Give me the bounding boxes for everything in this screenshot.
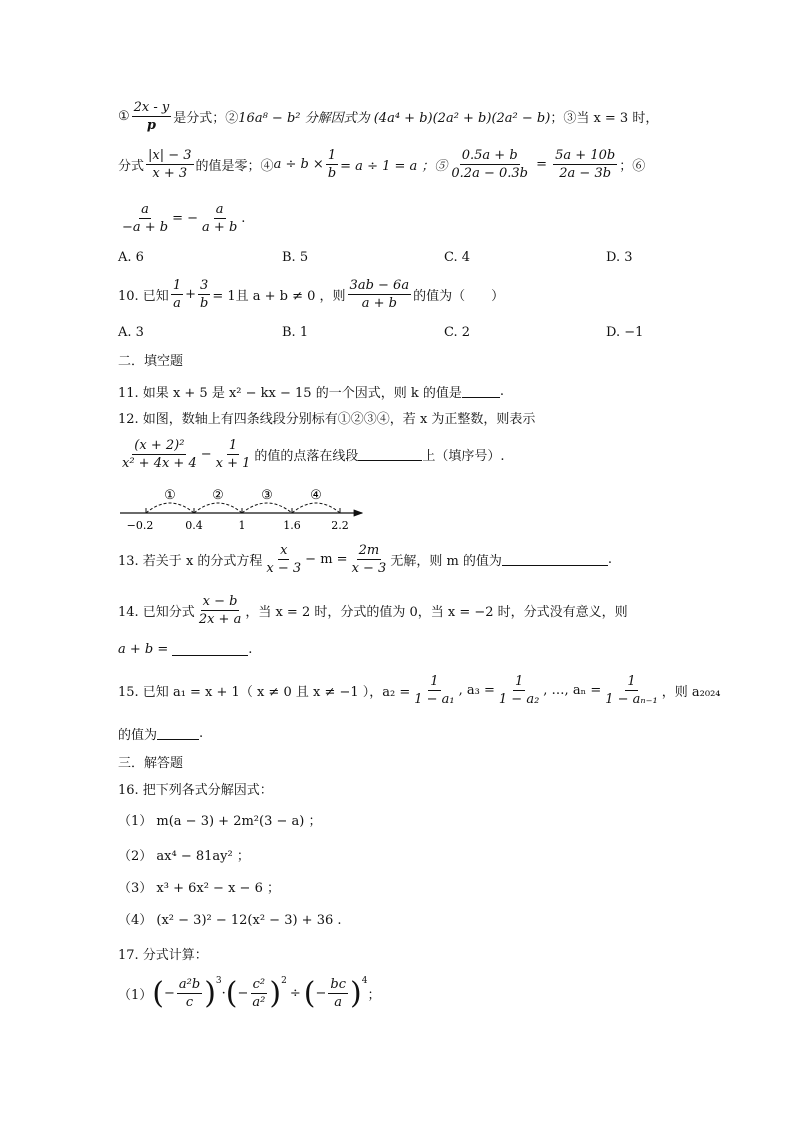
q11-answer-blank[interactable]	[462, 385, 500, 398]
q14-answer-blank[interactable]	[172, 643, 248, 656]
q11-line: 11. 如果 x + 5 是 x² − kx − 15 的一个因式，则 k 的值是 .	[118, 384, 504, 401]
q10-option-a[interactable]: A. 3	[118, 325, 144, 340]
q9-s6-left-fraction: $\frac{a}{-a + b}$	[122, 202, 169, 235]
q9-s5-left-fraction: $\frac{0.5a + b}{0.2a - 0.3b}$	[451, 148, 528, 181]
q16-item-4: （4） (x² − 3)² − 12(x² − 3) + 36 .	[118, 913, 342, 928]
q9-line2: 分式 $\frac{|x| - 3}{x + 3}$ 的值是零；④ a ÷ b × $\frac{1}{b}$ = a ÷ 1 = a ；⑤ $\frac{0.5a + b}{0.2a - 0.3b}$ = $\frac{5a + 10b}{2a - 3b}$ ；⑥	[118, 148, 646, 181]
segment-label: ④	[310, 488, 322, 503]
q12-number-line	[118, 485, 368, 537]
q9-s6-right-fraction: $\frac{a}{a + b}$	[202, 202, 238, 235]
q12-line2: $\frac{\text{(x + 2)²}}{\text{x² + 4x + 4}}$ − $\frac{1}{x + 1}$ 的值的点落在线段 上（填序号）.	[122, 438, 505, 471]
q9-s4-fraction: $\frac{1}{b}$	[327, 148, 337, 181]
q9-s3-text: ；③当 x = 3 时，	[550, 111, 659, 126]
segment-label: ③	[261, 488, 273, 503]
q13-line: 13. 若关于 x 的分式方程 $\frac{x}{x - 3}$ − m = $\frac{2m}{x - 3}$ 无解，则 m 的值为 .	[118, 543, 613, 576]
q9-s1-text: 是分式；②	[173, 111, 239, 126]
tick-label: 2.2	[331, 519, 349, 532]
tick-label: 0.4	[185, 519, 203, 532]
segment-arc	[292, 503, 340, 513]
q9-option-b[interactable]: B. 5	[282, 250, 309, 265]
q9-s1-fraction: $\frac{2x - y}{p}$	[133, 100, 170, 133]
q16-item-3: （3） x³ + 6x² − x − 6 ；	[118, 881, 280, 896]
q14-line1: 14. 已知分式 $\frac{x - b}{2x + a}$ ，当 x = 2 时，分式的值为 0，当 x = −2 时，分式没有意义，则	[118, 594, 628, 627]
section-fill-in: 二．填空题	[118, 354, 184, 369]
q9-line3: $\frac{a}{-a + b}$ = − $\frac{a}{a + b}$ .	[122, 202, 246, 235]
q9-s5-right-fraction: $\frac{5a + 10b}{2a - 3b}$	[555, 148, 616, 181]
q14-line2: a + b = .	[118, 642, 253, 657]
q15-line2: 的值为 .	[118, 726, 204, 743]
q9-s2-expr: 16a⁸ − b² 分解因式为 (4a⁴ + b)(2a² + b)(2a² − b)	[238, 111, 551, 126]
q16-item-1: （1） m(a − 3) + 2m²(3 − a) ；	[118, 814, 322, 829]
segment-label: ①	[164, 488, 176, 503]
q9-s1-prefix: ①	[118, 109, 130, 124]
q12-line1: 12. 如图，数轴上有四条线段分别标有①②③④，若 x 为正整数，则表示	[118, 412, 536, 427]
q9-option-d[interactable]: D. 3	[606, 250, 633, 265]
segment-label: ②	[212, 488, 224, 503]
q10-line: 10. 已知 $\frac{1}{a}$ + $\frac{3}{b}$ = 1且 a + b ≠ 0 ，则 $\frac{3ab - 6a}{a + b}$ 的值为（ ）	[118, 278, 505, 311]
tick-label: −0.2	[126, 519, 154, 532]
q16-title: 16. 把下列各式分解因式：	[118, 783, 273, 798]
q10-option-c[interactable]: C. 2	[444, 325, 471, 340]
q9-option-c[interactable]: C. 4	[444, 250, 471, 265]
segment-arc	[242, 503, 292, 513]
q17-title: 17. 分式计算：	[118, 948, 208, 963]
tick-label: 1.6	[283, 519, 301, 532]
q9-s3-fraction: $\frac{|x| - 3}{x + 3}$	[148, 148, 192, 181]
q10-option-b[interactable]: B. 1	[282, 325, 309, 340]
q16-item-2: （2） ax⁴ − 81ay² ；	[118, 849, 250, 864]
section-solutions: 三．解答题	[118, 756, 184, 771]
q13-answer-blank[interactable]	[502, 553, 608, 566]
q15-answer-blank[interactable]	[157, 727, 199, 740]
q9-line1	[118, 100, 658, 133]
q9-option-a[interactable]: A. 6	[118, 250, 144, 265]
tick-label: 1	[238, 519, 246, 532]
segment-arc	[194, 503, 242, 513]
q15-line1: 15. 已知 a₁ = x + 1（ x ≠ 0 且 x ≠ −1 ），a₂ = $\frac{1}{\text{1 − a₁}}$ , a₃ = $\frac{1}{\text{1 − a₂}}$ , …, aₙ = $\frac{1}{\text{1 − aₙ₋₁}}$ ，则 a₂₀₂₄	[118, 674, 721, 707]
q17-item-1: （1） ( − $\frac{\text{a²b}}{c}$ ) 3 · ( − $\frac{\text{c²}}{\text{a²}}$ ) 2 ÷ ( − $\frac{bc}{a}$ ) 4 ；	[118, 976, 381, 1011]
segment-arc	[146, 503, 194, 513]
q10-option-d[interactable]: D. −1	[606, 325, 644, 340]
q12-answer-blank[interactable]	[358, 448, 422, 461]
